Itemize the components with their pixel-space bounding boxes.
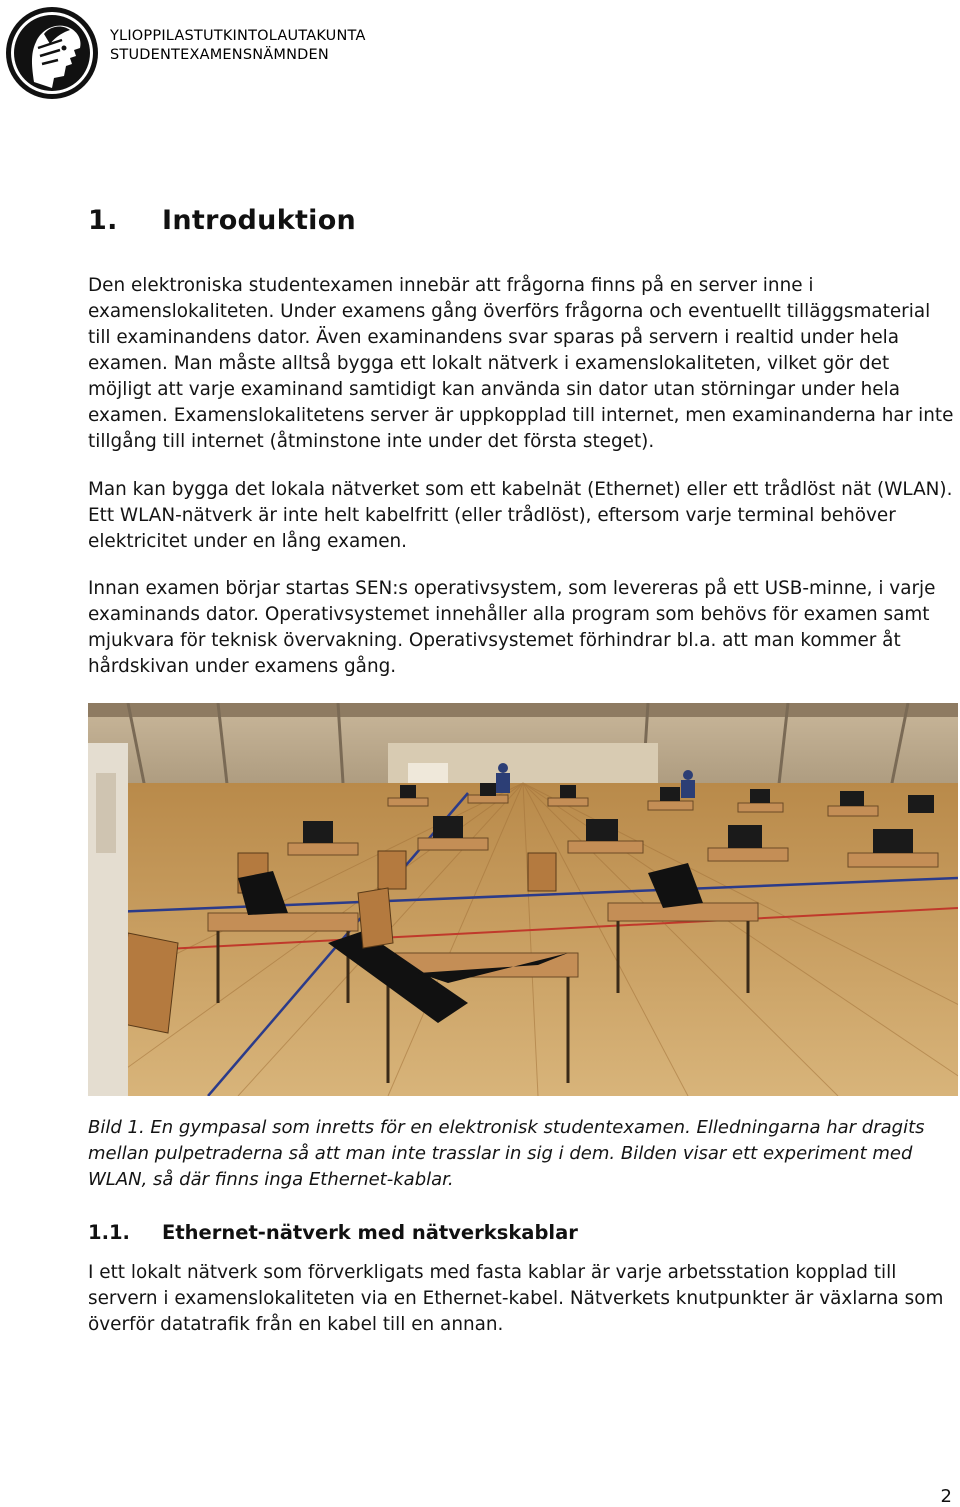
subsection-number: 1.1. (88, 1221, 130, 1244)
paragraph-intro: Den elektroniska studentexamen innebär att frågorna finns på en server inne i examenslokaliteten. Under examens gång överförs frågorna och eventuellt tilläggsmaterial till examinandens dator. Även examinandens svar sparas på servern i realtid under hela examen. Man måste alltså bygga ett lokalt nätverk i examenslokaliteten, vilket gör det möjligt att varje examinand samtidigt kan använda sin dator utan störningar under hela examen. Examenslokalitetens server är uppkopplad till internet, men examinanderna har inte tillgång till internet (åtminstone inte under det första steget). (88, 275, 954, 452)
page-number: 2 (940, 1486, 952, 1507)
section-title: Introduktion (162, 205, 357, 236)
exam-hall-illustration (88, 703, 958, 1096)
organization-name (110, 27, 366, 65)
section-number: 1. (88, 205, 118, 236)
subsection-title: Ethernet-nätverk med nätverkskablar (162, 1221, 578, 1244)
organization-logo (4, 4, 100, 102)
helmeted-head-emblem-icon (4, 4, 100, 102)
paragraph-ethernet: I ett lokalt nätverk som förverkligats med fasta kablar är varje arbetsstation kopplad till servern i examenslokaliteten via en Ethernet-kabel. Nätverkets knutpunkter är växlarna som överför datatrafik från en kabel till en annan. (88, 1262, 944, 1335)
subsection-heading (88, 1221, 578, 1244)
figure-caption: Bild 1. En gympasal som inretts för en elektronisk studentexamen. Elledningarna har dragits mellan pulpetraderna så att man inte trasslar in sig i dem. Bilden visar ett experiment med WLAN, så där finns inga Ethernet-kablar. (88, 1117, 925, 1190)
paragraph-operating-system: Innan examen börjar startas SEN:s operativsystem, som levereras på ett USB-minne, i varje examinands dator. Operativsystemet innehåller alla program som behövs för examen samt mjukvara för teknisk övervakning. Operativsystemet förhindrar bl.a. att man kommer åt hårdskivan under examens gång. (88, 578, 936, 677)
organization-name-finnish: YLIOPPILASTUTKINTOLAUTAKUNTA (110, 28, 366, 44)
paragraph-network-types: Man kan bygga det lokala nätverket som ett kabelnät (Ethernet) eller ett trådlöst nät (WLAN). Ett WLAN-nätverk är inte helt kabelfritt (eller trådlöst), eftersom varje terminal behöver elektricitet under en lång examen. (88, 479, 953, 552)
organization-name-swedish: STUDENTEXAMENSNÄMNDEN (110, 47, 329, 63)
exam-hall-photo (88, 703, 958, 1096)
section-heading (88, 205, 356, 236)
